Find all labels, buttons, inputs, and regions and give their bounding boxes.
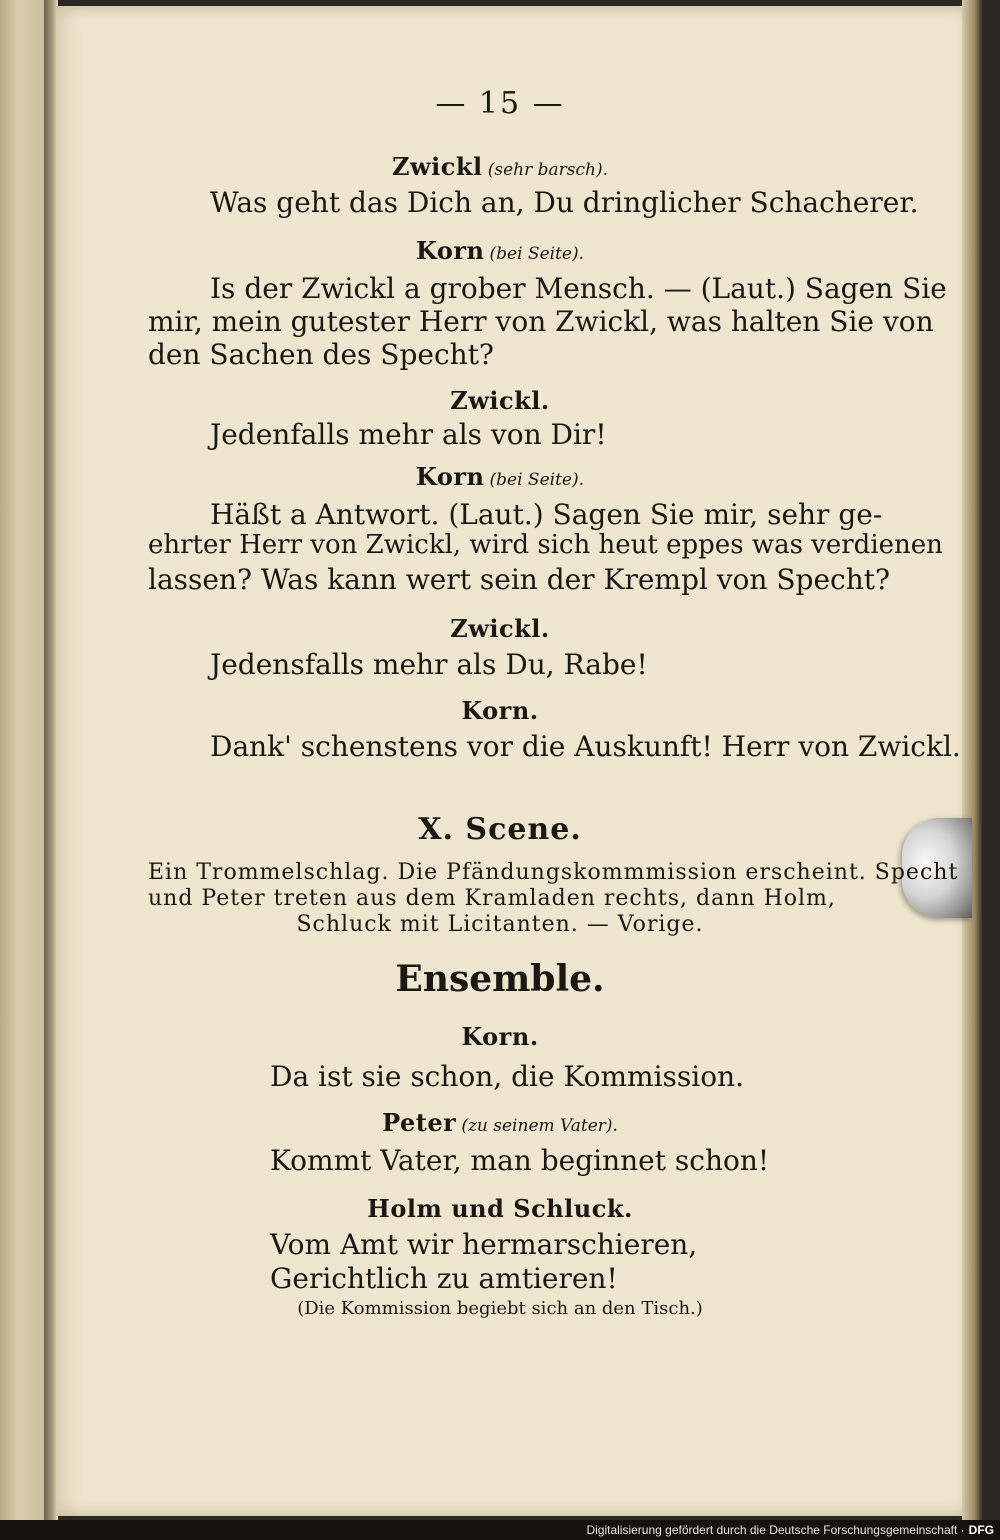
dialogue-line: lassen? Was kann wert sein der Krempl von Specht?	[148, 563, 890, 596]
speaker-heading: Zwickl.	[450, 386, 550, 415]
speaker-heading: Korn.	[461, 696, 539, 725]
dialogue-line: Was geht das Dich an, Du dringlicher Schacherer.	[210, 186, 919, 219]
speaker-heading: Korn (bei Seite).	[415, 462, 585, 491]
speaker-heading: Korn.	[461, 1022, 539, 1051]
speaker-heading: Zwickl.	[450, 614, 550, 643]
page-fore-edge	[962, 0, 982, 1520]
verse-line: Vom Amt wir hermarschieren,	[270, 1228, 698, 1261]
previous-page-edge	[0, 0, 46, 1520]
speaker-heading: Zwickl (sehr barsch).	[391, 152, 609, 181]
scene-description-line: Schluck mit Licitanten. — Vorige.	[296, 912, 704, 937]
dialogue-line: Kommt Vater, man beginnet schon!	[270, 1144, 770, 1177]
verse-line: Gerichtlich zu amtieren!	[270, 1262, 618, 1295]
dfg-logo: DFG	[968, 1523, 994, 1537]
dialogue-line: den Sachen des Specht?	[148, 338, 494, 371]
page-number: — 15 —	[435, 86, 565, 121]
section-title: Ensemble.	[395, 958, 605, 1000]
speaker-heading: Holm und Schluck.	[367, 1194, 633, 1223]
scene-description-line: Ein Trommelschlag. Die Pfändungskommmission erscheint. Specht	[148, 860, 959, 885]
dialogue-line: mir, mein gutester Herr von Zwickl, was halten Sie von	[148, 305, 934, 338]
dialogue-line: Is der Zwickl a grober Mensch. — (Laut.) Sagen Sie	[210, 272, 947, 305]
digitization-credit: Digitalisierung gefördert durch die Deutsche Forschungsgemeinschaft · DFG	[586, 1523, 994, 1537]
stage-direction: (Die Kommission begiebt sich an den Tisch.)	[297, 1298, 703, 1319]
dialogue-line: Häßt a Antwort. (Laut.) Sagen Sie mir, sehr ge-	[210, 498, 883, 531]
speaker-heading: Korn (bei Seite).	[415, 236, 585, 265]
dialogue-line: Jedensfalls mehr als Du, Rabe!	[210, 648, 648, 681]
speaker-heading: Peter (zu seinem Vater).	[382, 1108, 618, 1137]
dialogue-line: Jedenfalls mehr als von Dir!	[210, 418, 607, 451]
dialogue-line: Da ist sie schon, die Kommission.	[270, 1060, 745, 1093]
dialogue-line: ehrter Herr von Zwickl, wird sich heut eppes was verdienen	[148, 530, 943, 560]
dialogue-line: Dank' schenstens vor die Auskunft! Herr von Zwickl.	[210, 730, 961, 763]
scene-description-line: und Peter treten aus dem Kramladen rechts, dann Holm,	[148, 886, 836, 911]
scene-title: X. Scene.	[418, 812, 582, 847]
